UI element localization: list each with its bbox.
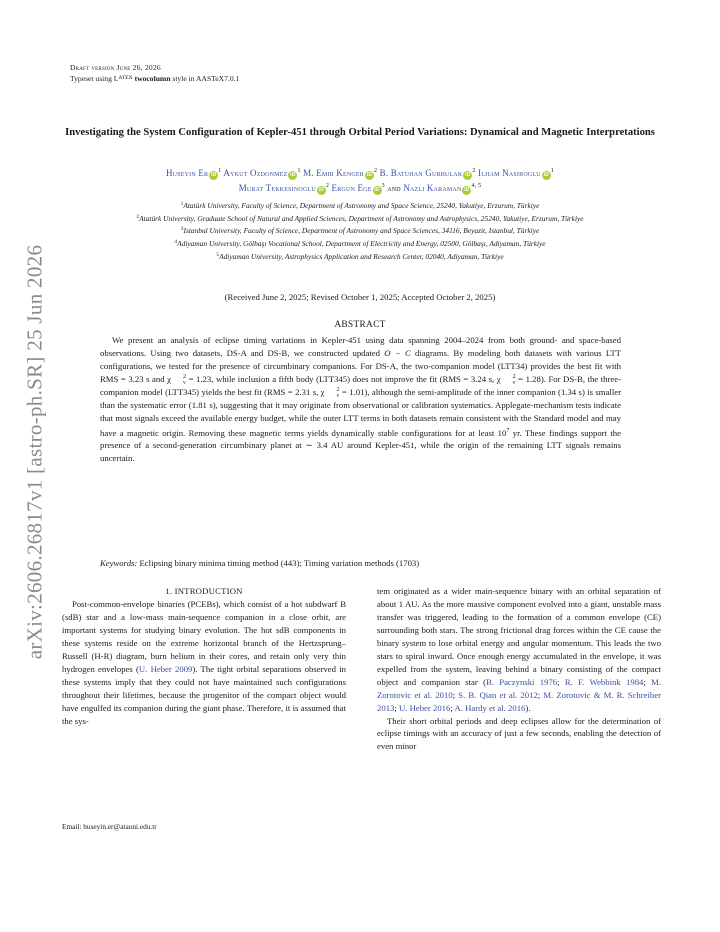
author-name[interactable]: Huseyin Er <box>165 168 209 178</box>
author-list: Huseyin Er $iD^1$ Aykut Ozdonmez $iD^1$ M. Emir Kenger $iD^2$ B. Batuhan Gurbulak $iD^2$ Ilham Nasiroglu $iD^1$ Murat Tekkesinoglu $iD^2$ Ergun Ege $iD^3$ and Nazli Karaman iD$^{4, 5}$ <box>165 168 554 193</box>
left-column <box>62 585 346 728</box>
arxiv-identifier: arXiv:2606.26817v1 [astro-ph.SR] 25 Jun 2026 <box>22 244 47 660</box>
right-column <box>377 585 661 753</box>
orcid-icon[interactable]: iD <box>211 172 217 178</box>
author-name[interactable]: Murat Tekkesinoglu <box>238 183 316 193</box>
draft-version-line: Draft version June 26, 2026 <box>70 63 161 72</box>
orcid-icon[interactable]: iD <box>290 172 296 178</box>
affiliation: $^5$Adiyaman University, Astrophysics Application and Research Center, 02040, Adiyaman, Türkiye <box>216 251 504 261</box>
citation-link[interactable]: U. Heber 2009 <box>138 664 193 675</box>
citation-link[interactable]: A. Hardy et al. 2016 <box>454 702 526 713</box>
citation-link[interactable]: U. Heber 2016 <box>398 702 451 713</box>
author-name[interactable]: B. Batuhan Gurbulak <box>379 168 463 178</box>
author-name[interactable]: Nazli Karaman <box>403 183 462 193</box>
section-heading-introduction: 1. INTRODUCTION <box>165 586 243 596</box>
affiliation: $^4$Adiyaman University, Gölbaşı Vocational School, Department of Electricity and Energy, 02500, Gölbaşı, Adiyaman, Türkiye <box>174 239 546 249</box>
orcid-icon[interactable]: iD <box>374 187 380 193</box>
received-dates: (Received June 2, 2025; Revised October 1, 2025; Accepted October 2, 2025) <box>224 292 496 302</box>
citation-link[interactable]: M. Zorotovic et al. 2010 <box>377 676 662 700</box>
author-name[interactable]: Aykut Ozdonmez <box>223 168 288 178</box>
orcid-icon[interactable]: iD <box>543 172 549 178</box>
author-name[interactable]: Ergun Ege <box>331 183 372 193</box>
keywords: Keywords: Eclipsing binary minima timing method (443); Timing variation methods (1703) <box>100 558 420 568</box>
header-meta <box>70 63 239 84</box>
intro-paragraph: Post-common-envelope binaries (PCEBs), which consist of a hot subdwarf B (sdB) star and a low-mass main-sequence companion in a close orbit, are important systems for studying binary evolution. The hot sdB components in these systems reside on the extreme horizontal branch of the Hertzsprung–Russell (H-R) diagram, burn helium in their cores, and retain only very thin hydrogen envelopes (U. Heber 2009). The tight orbital separations observed in these systems imply that they could not have maintained such configurations throughout their lifetimes, because the progenitor of the compact object would have engulfed its companion during the giant phase. Therefore, it is assumed that the sys- <box>62 599 346 727</box>
paper-title: Investigating the System Configuration of Kepler-451 through Orbital Period Variations: Dynamical and Magnetic Interpretations <box>65 127 655 138</box>
abstract-text: We present an analysis of eclipse timing variations in Kepler-451 using data spanning 2004–2024 from both ground- and space-based observations. Using two datasets, DS-A and DS-B, we constructed updated O − C diagrams. By modeling both datasets with various LTT configurations, we tested for the presence of circumbinary companions. For DS-A, the two-companion model (LTT34) provides the best fit with RMS = 3.23 s and χ 2 ν = 1.23, while inclusion a fifth body (LTT345) does not improve the fit (RMS = 3.24 s, χ 2 ν = 1.28). For DS-B, the three-companion model (LTT345) yields the best fit (RMS = 2.31 s, χ 2 ν = 1.01), although the semi-amplitude of the inner companion (1.34 s) is smaller than the systematic error (1.81 s), suggesting that it may originate from observational or calibration systematics. Applegate-mechanism tests indicate that most signals exceed the available energy budget, while the outer LTT terms in both datasets remain consistent with the Standard model and may have a magnetic origin. Removing these magnetic terms yields dynamically stable configurations for at least $10^7$ yr. These findings support the presence of a second-generation circumbinary planet at ∼ 3.4 AU around Kepler-451, while the origin of the remaining LTT signals remains uncertain. <box>100 335 622 464</box>
orcid-icon[interactable]: iD <box>366 172 373 178</box>
authors-and: and <box>387 183 401 193</box>
orcid-icon[interactable]: iD <box>318 187 325 193</box>
arxiv-side-stamp <box>18 232 52 672</box>
affiliation: $^2$Atatürk University, Graduate School of Natural and Applied Sciences, Department of Astronomy and Astrophysics, 25240, Yakutiye, Erzurum, Türkiye <box>136 213 584 223</box>
orcid-icon[interactable]: iD <box>464 187 470 193</box>
footnote-email: Email: huseyin.er@atauni.edu.tr <box>62 822 157 831</box>
affiliation-list <box>60 199 660 263</box>
citation-link[interactable]: R. F. Webbink 1984 <box>564 676 644 687</box>
typeset-line: Typeset using $L^{ATEX}$ twocolumn style in AASTeX7.0.1 <box>70 74 240 83</box>
citation-link[interactable]: M. Zorotovic & M. R. Schreiber 2013 <box>377 689 661 713</box>
affiliation: $^1$Atatürk University, Faculty of Science, Department of Astronomy and Space Science, 25240, Yakutiye, Erzurum, Türkiye <box>180 201 540 210</box>
citation-link[interactable]: S. B. Qian et al. 2012 <box>458 689 538 700</box>
author-name[interactable]: Ilham Nasiroglu <box>478 168 541 178</box>
intro-paragraph: Their short orbital periods and deep eclipses allow for the determination of eclipse timings with an accuracy of just a few seconds, enabling the detection of even minor <box>377 715 661 752</box>
orcid-icon[interactable]: iD <box>465 172 471 178</box>
intro-paragraph-continued: tem originated as a wider main-sequence binary with an orbital separation of about 1 AU. As the more massive component evolved into a giant, unstable mass transfer was triggered, leading to the formation of a common envelope (CE) surrounding both stars. The strong frictional drag forces within the CE cause the binary system to lose orbital energy and angular momentum. This leads the two stars to spiral inward. Once enough energy accumulated in the envelope, it was expelled from the system, leaving behind a binary consisting of the compact object and companion star (B. Paczynski 1976; R. F. Webbink 1984; M. Zorotovic et al. 2010; S. B. Qian et al. 2012; M. Zorotovic & M. R. Schreiber 2013; U. Heber 2016; A. Hardy et al. 2016). <box>377 586 662 713</box>
citation-link[interactable]: B. Paczynski 1976 <box>485 676 558 687</box>
affiliation: $^3$Istanbul University, Faculty of Science, Department of Astronomy and Space Sciences, 34116, Beyazit, Istanbul, Türkiye <box>180 226 540 236</box>
abstract-heading: ABSTRACT <box>334 320 386 330</box>
author-name[interactable]: M. Emir Kenger <box>303 168 364 178</box>
keywords-label: Keywords: <box>100 558 138 568</box>
